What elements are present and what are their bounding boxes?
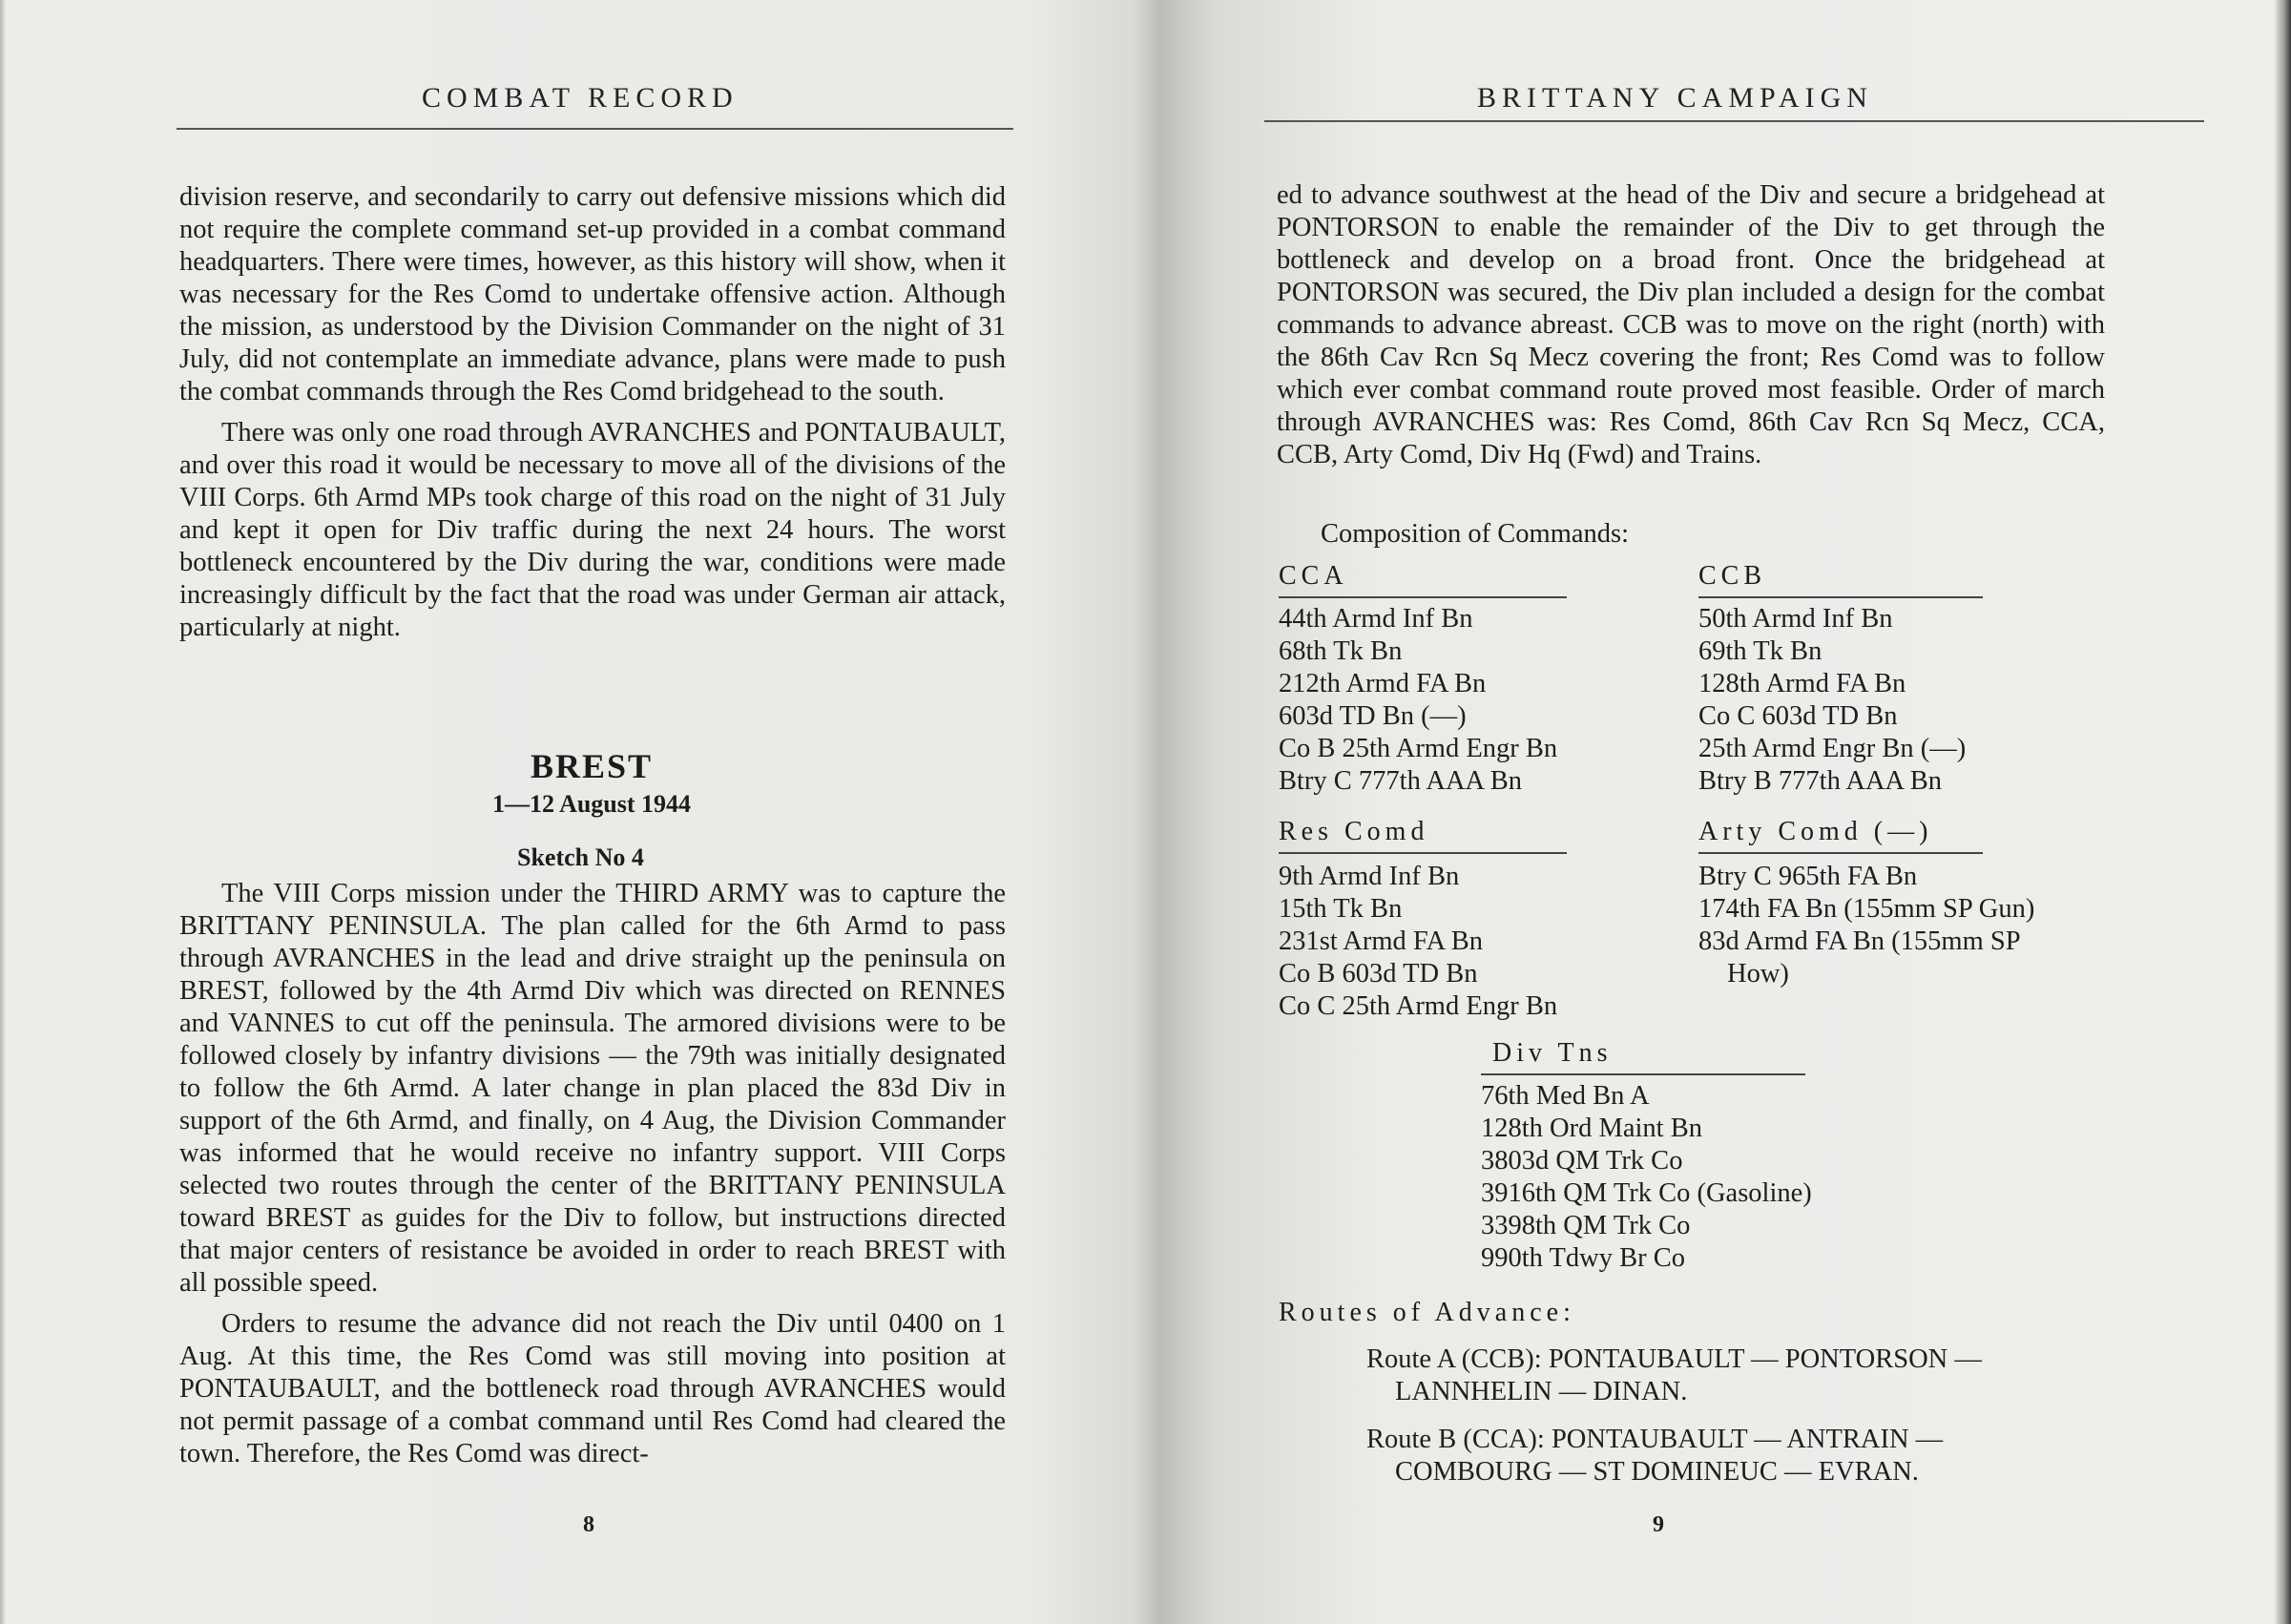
- div-tns-unit-list: [1481, 1080, 1812, 1275]
- sketch-label: Sketch No 4: [517, 843, 644, 871]
- cca-unit: 68th Tk Bn: [1279, 636, 1403, 666]
- res-comd-unit: 15th Tk Bn: [1279, 894, 1403, 924]
- arty-comd-heading: Arty Comd (—): [1698, 817, 1933, 846]
- res-comd-unit: Co C 25th Armd Engr Bn: [1279, 991, 1558, 1021]
- res-comd-rule: [1279, 852, 1567, 854]
- div-tns-unit: 76th Med Bn A: [1481, 1081, 1650, 1111]
- res-comd-heading: Res Comd: [1279, 817, 1429, 846]
- arty-comd-unit: Btry C 965th FA Bn: [1698, 862, 1918, 891]
- cca-unit: 44th Armd Inf Bn: [1279, 604, 1473, 634]
- section-dates: 1—12 August 1944: [492, 790, 692, 818]
- routes-label: Routes of Advance:: [1279, 1298, 1575, 1327]
- route-a-line-1: Route A (CCB): PONTAUBAULT — PONTORSON —: [1366, 1344, 1982, 1374]
- arty-comd-unit: How): [1727, 959, 1789, 989]
- route-b-line-2: COMBOURG — ST DOMINEUC — EVRAN.: [1395, 1457, 1919, 1487]
- div-tns-unit: 128th Ord Maint Bn: [1481, 1114, 1702, 1143]
- arty-comd-unit-list: [1698, 861, 2034, 990]
- div-tns-unit: 990th Tdwy Br Co: [1481, 1243, 1686, 1273]
- left-text-block-2: [179, 878, 1006, 1479]
- div-tns-rule: [1481, 1073, 1805, 1075]
- arty-comd-unit: 174th FA Bn (155mm SP Gun): [1698, 894, 2035, 924]
- ccb-unit: 50th Armd Inf Bn: [1698, 604, 1893, 634]
- route-a: [1366, 1343, 1982, 1408]
- cca-rule: [1279, 596, 1567, 598]
- ccb-heading: CCB: [1698, 561, 1767, 591]
- ccb-unit: Btry B 777th AAA Bn: [1698, 766, 1942, 796]
- ccb-unit: 25th Armd Engr Bn (—): [1698, 734, 1967, 763]
- div-tns-heading: Div Tns: [1492, 1038, 1613, 1068]
- page-number-right: 9: [1653, 1512, 1664, 1537]
- div-tns-unit: 3398th QM Trk Co: [1481, 1211, 1691, 1240]
- res-comd-unit: 9th Armd Inf Bn: [1279, 862, 1460, 891]
- cca-unit-list: [1279, 603, 1557, 798]
- ccb-rule: [1698, 596, 1983, 598]
- arty-comd-unit: 83d Armd FA Bn (155mm SP: [1698, 927, 2021, 956]
- cca-unit: Btry C 777th AAA Bn: [1279, 766, 1522, 796]
- arty-comd-rule: [1698, 852, 1983, 854]
- res-comd-unit: 231st Armd FA Bn: [1279, 927, 1484, 956]
- cca-heading: CCA: [1279, 561, 1348, 591]
- route-a-line-2: LANNHELIN — DINAN.: [1395, 1377, 1688, 1406]
- cca-unit: Co B 25th Armd Engr Bn: [1279, 734, 1558, 763]
- right-text-block: [1277, 179, 2105, 480]
- res-comd-unit: Co B 603d TD Bn: [1279, 959, 1478, 989]
- ccb-unit: 69th Tk Bn: [1698, 636, 1822, 666]
- left-text-block-1: [179, 181, 1006, 653]
- ccb-unit-list: [1698, 603, 1966, 798]
- right-paragraph-1: ed to advance southwest at the head of the Div and secure a bridgehead at PONTORSON to enable the remainder of the Div to get through the bottleneck and develop on a broad front. Once the bridgehead at PONTORSON was secured, the Div plan included a design for the combat commands to advance abreast. CCB was to move on the right (north) with the 86th Cav Rcn Sq Mecz covering the front; Res Comd was to follow which ever combat command route proved most feasible. Order of march through AVRANCHES was: Res Comd, 86th Cav Rcn Sq Mecz, CCA, CCB, Arty Comd, Div Hq (Fwd) and Trains.: [1277, 180, 2105, 469]
- page-number-left: 8: [583, 1512, 594, 1537]
- head-rule-right: [1264, 120, 2204, 122]
- section-title: BREST: [531, 747, 654, 785]
- div-tns-unit: 3803d QM Trk Co: [1481, 1146, 1683, 1176]
- cca-unit: 603d TD Bn (—): [1279, 701, 1467, 731]
- left-paragraph-2: There was only one road through AVRANCHES and PONTAUBAULT, and over this road it would be necessary to move all of the divisions of the VIII Corps. 6th Armd MPs took charge of this road on the night of 31 July and kept it open for Div traffic during the next 24 hours. The worst bottleneck encountered by the Div during the war, conditions were made increasingly difficult by the fact that the road was under German air attack, particularly at night.: [179, 418, 1006, 642]
- running-head-right: BRITTANY CAMPAIGN: [1477, 82, 1873, 114]
- res-comd-unit-list: [1279, 861, 1557, 1023]
- left-page: [0, 0, 1145, 1624]
- running-head-left: COMBAT RECORD: [422, 82, 739, 114]
- cca-unit: 212th Armd FA Bn: [1279, 669, 1487, 698]
- left-paragraph-4: Orders to resume the advance did not reach the Div until 0400 on 1 Aug. At this time, the Res Comd was still moving into position at PONTAUBAULT, and the bottleneck road through AVRANCHES would not permit passage of a combat command until Res Comd had cleared the town. Therefore, the Res Comd was direct-: [179, 1309, 1006, 1468]
- composition-label: Composition of Commands:: [1321, 519, 1630, 549]
- div-tns-unit: 3916th QM Trk Co (Gasoline): [1481, 1178, 1812, 1208]
- route-b-line-1: Route B (CCA): PONTAUBAULT — ANTRAIN —: [1366, 1425, 1944, 1454]
- route-b: [1366, 1424, 1943, 1489]
- ccb-unit: Co C 603d TD Bn: [1698, 701, 1898, 731]
- head-rule-left: [177, 128, 1013, 130]
- left-paragraph-1: division reserve, and secondarily to carry out defensive missions which did not require the complete command set-up provided in a combat command headquarters. There were times, however, as this history will show, when it was necessary for the Res Comd to undertake offensive action. Although the mission, as understood by the Division Commander on the night of 31 July, did not contemplate an immediate advance, plans were made to push the combat commands through the Res Comd bridgehead to the south.: [179, 182, 1006, 406]
- right-page: [1155, 0, 2291, 1624]
- ccb-unit: 128th Armd FA Bn: [1698, 669, 1906, 698]
- left-paragraph-3: The VIII Corps mission under the THIRD ARMY was to capture the BRITTANY PENINSULA. The plan called for the 6th Armd to pass through AVRANCHES in the lead and drive straight up the peninsula on BREST, followed by the 4th Armd Div which was directed on RENNES and VANNES to cut off the peninsula. The armored divisions were to be followed closely by infantry divisions — the 79th was initially designated to follow the 6th Armd. A later change in plan placed the 83d Div in support of the 6th Armd, and finally, on 4 Aug, the Division Commander was informed that he would receive no infantry support. VIII Corps selected two routes through the center of the BRITTANY PENINSULA toward BREST as guides for the Div to follow, but instructions directed that major centers of resistance be avoided in order to reach BREST with all possible speed.: [179, 879, 1006, 1298]
